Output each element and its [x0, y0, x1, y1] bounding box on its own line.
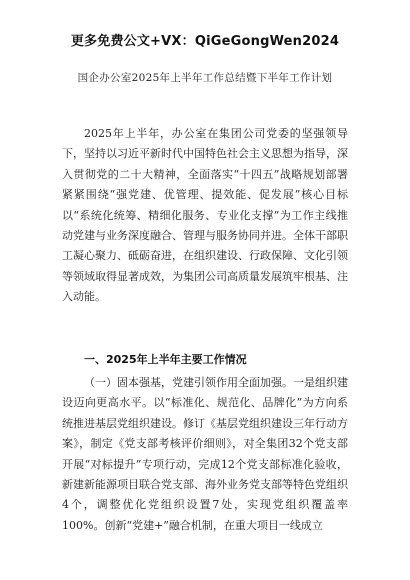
body-paragraph: （一）固本强基，党建引领作用全面加强。一是组织建设迈向更高水平。以“标准化、规范化、品牌化”为方向系统推进基层党组织建设。修订《基层党组织建设三年行动方案》，制定《党支部考核评价细则》，对全集团32个党支部开展“对标提升”专项行动，完成12个党支部标准化验收，新建新能源项目联合党支部、海外业务党支部等特色党组织4个，调整优化党组织设置7处，实现党组织覆盖率100%。创新“党建+”融合机制，在重大项目一线成立	[62, 376, 348, 532]
section-heading: 一、2025年上半年主要工作情况	[84, 353, 247, 366]
document-title: 国企办公室2025年上半年工作总结暨下半年工作计划	[77, 72, 333, 84]
intro-paragraph: 2025年上半年，办公室在集团公司党委的坚强领导下，坚持以习近平新时代中国特色社会主义思想为指导，深入贯彻党的二十大精神，全面落实“十四五”战略规划部署紧紧围绕“强党建、优管理、提效能、促发展”核心目标以“系统化统筹、精细化服务、专业化支撑”为工作主线推动党建与业务深度融合、管理与服务协同并进。全体干部职工凝心聚力、砥砺奋进，在组织建设、行政保障、文化引领等领域取得显著成效，为集团公司高质量发展筑牢根基、注入动能。	[62, 127, 348, 304]
promo-watermark: 更多免费公文+VX：QiGeGongWen2024	[70, 34, 340, 49]
